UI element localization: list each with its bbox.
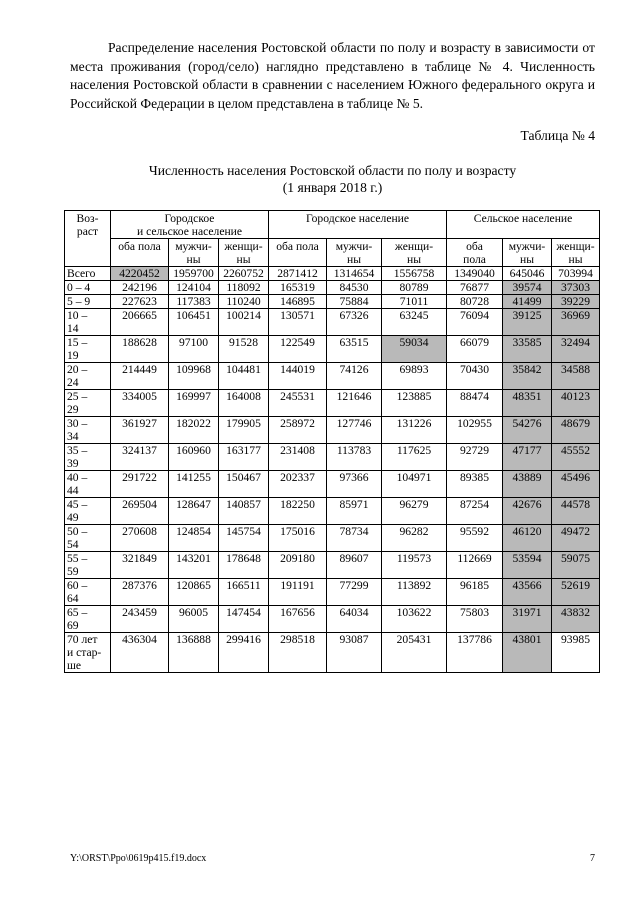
value-cell: 137786 — [447, 633, 503, 673]
value-cell: 80728 — [447, 295, 503, 309]
value-cell: 175016 — [269, 525, 327, 552]
value-cell: 70430 — [447, 363, 503, 390]
value-cell: 130571 — [269, 309, 327, 336]
value-cell: 182022 — [169, 417, 219, 444]
value-cell: 43566 — [503, 579, 552, 606]
value-cell: 321849 — [111, 552, 169, 579]
value-cell: 104971 — [382, 471, 447, 498]
age-group-cell: 40 – 44 — [65, 471, 111, 498]
value-cell: 85971 — [327, 498, 382, 525]
age-group-cell: Всего — [65, 267, 111, 281]
value-cell: 45496 — [552, 471, 600, 498]
value-cell: 214449 — [111, 363, 169, 390]
value-cell: 243459 — [111, 606, 169, 633]
header-sub-2: женщи- ны — [219, 239, 269, 267]
value-cell: 188628 — [111, 336, 169, 363]
header-sub-1: мужчи- ны — [169, 239, 219, 267]
age-group-cell: 50 – 54 — [65, 525, 111, 552]
value-cell: 227623 — [111, 295, 169, 309]
value-cell: 143201 — [169, 552, 219, 579]
value-cell: 41499 — [503, 295, 552, 309]
table-row — [65, 579, 600, 606]
value-cell: 106451 — [169, 309, 219, 336]
value-cell: 113892 — [382, 579, 447, 606]
header-rural-population: Сельское население — [447, 211, 600, 239]
value-cell: 703994 — [552, 267, 600, 281]
header-sub-4: мужчи- ны — [327, 239, 382, 267]
value-cell: 93087 — [327, 633, 382, 673]
value-cell: 117625 — [382, 444, 447, 471]
value-cell: 121646 — [327, 390, 382, 417]
value-cell: 74126 — [327, 363, 382, 390]
value-cell: 165319 — [269, 281, 327, 295]
value-cell: 110240 — [219, 295, 269, 309]
value-cell: 123885 — [382, 390, 447, 417]
table-number: Таблица № 4 — [520, 128, 595, 143]
table-row — [65, 390, 600, 417]
value-cell: 109968 — [169, 363, 219, 390]
population-table — [64, 210, 600, 673]
table-row — [65, 281, 600, 295]
value-cell: 77299 — [327, 579, 382, 606]
value-cell: 63515 — [327, 336, 382, 363]
value-cell: 118092 — [219, 281, 269, 295]
table-row — [65, 309, 600, 336]
table-title-line1: Численность населения Ростовской области по полу и возрасту — [148, 163, 517, 178]
value-cell: 96279 — [382, 498, 447, 525]
value-cell: 40123 — [552, 390, 600, 417]
value-cell: 1556758 — [382, 267, 447, 281]
table-row — [65, 552, 600, 579]
value-cell: 43801 — [503, 633, 552, 673]
value-cell: 80789 — [382, 281, 447, 295]
header-sub-8: женщи- ны — [552, 239, 600, 267]
value-cell: 36969 — [552, 309, 600, 336]
value-cell: 4220452 — [111, 267, 169, 281]
value-cell: 202337 — [269, 471, 327, 498]
table-row — [65, 267, 600, 281]
value-cell: 78734 — [327, 525, 382, 552]
value-cell: 69893 — [382, 363, 447, 390]
age-group-cell: 70 лет и стар- ше — [65, 633, 111, 673]
value-cell: 122549 — [269, 336, 327, 363]
value-cell: 245531 — [269, 390, 327, 417]
value-cell: 43889 — [503, 471, 552, 498]
header-sub-5: женщи- ны — [382, 239, 447, 267]
value-cell: 150467 — [219, 471, 269, 498]
value-cell: 63245 — [382, 309, 447, 336]
value-cell: 136888 — [169, 633, 219, 673]
value-cell: 361927 — [111, 417, 169, 444]
value-cell: 96282 — [382, 525, 447, 552]
value-cell: 166511 — [219, 579, 269, 606]
value-cell: 179905 — [219, 417, 269, 444]
table-body — [65, 267, 600, 673]
value-cell: 76094 — [447, 309, 503, 336]
table-row — [65, 633, 600, 673]
value-cell: 102955 — [447, 417, 503, 444]
value-cell: 47177 — [503, 444, 552, 471]
value-cell: 298518 — [269, 633, 327, 673]
table-row — [65, 525, 600, 552]
footer-file-path: Y:\ORST\Ppo\0619p415.f19.docx — [70, 853, 207, 864]
value-cell: 39229 — [552, 295, 600, 309]
value-cell: 84530 — [327, 281, 382, 295]
value-cell: 39574 — [503, 281, 552, 295]
value-cell: 103622 — [382, 606, 447, 633]
value-cell: 270608 — [111, 525, 169, 552]
header-age: Воз- раст — [65, 211, 111, 267]
table-row — [65, 336, 600, 363]
table-row — [65, 498, 600, 525]
value-cell: 191191 — [269, 579, 327, 606]
age-group-cell: 5 – 9 — [65, 295, 111, 309]
value-cell: 164008 — [219, 390, 269, 417]
value-cell: 258972 — [269, 417, 327, 444]
value-cell: 39125 — [503, 309, 552, 336]
age-group-cell: 45 – 49 — [65, 498, 111, 525]
age-group-cell: 65 – 69 — [65, 606, 111, 633]
table-row — [65, 444, 600, 471]
value-cell: 48679 — [552, 417, 600, 444]
table-row — [65, 363, 600, 390]
value-cell: 32494 — [552, 336, 600, 363]
value-cell: 436304 — [111, 633, 169, 673]
age-group-cell: 30 – 34 — [65, 417, 111, 444]
table-row — [65, 417, 600, 444]
value-cell: 269504 — [111, 498, 169, 525]
age-group-cell: 25 – 29 — [65, 390, 111, 417]
value-cell: 75884 — [327, 295, 382, 309]
value-cell: 124854 — [169, 525, 219, 552]
value-cell: 117383 — [169, 295, 219, 309]
value-cell: 91528 — [219, 336, 269, 363]
value-cell: 182250 — [269, 498, 327, 525]
age-group-cell: 10 – 14 — [65, 309, 111, 336]
value-cell: 334005 — [111, 390, 169, 417]
value-cell: 231408 — [269, 444, 327, 471]
age-group-cell: 35 – 39 — [65, 444, 111, 471]
value-cell: 49472 — [552, 525, 600, 552]
table-row — [65, 471, 600, 498]
value-cell: 1349040 — [447, 267, 503, 281]
value-cell: 43832 — [552, 606, 600, 633]
value-cell: 66079 — [447, 336, 503, 363]
value-cell: 291722 — [111, 471, 169, 498]
value-cell: 37303 — [552, 281, 600, 295]
value-cell: 2871412 — [269, 267, 327, 281]
value-cell: 209180 — [269, 552, 327, 579]
value-cell: 46120 — [503, 525, 552, 552]
value-cell: 287376 — [111, 579, 169, 606]
value-cell: 33585 — [503, 336, 552, 363]
value-cell: 48351 — [503, 390, 552, 417]
age-group-cell: 55 – 59 — [65, 552, 111, 579]
value-cell: 53594 — [503, 552, 552, 579]
header-sub-7: мужчи- ны — [503, 239, 552, 267]
value-cell: 1314654 — [327, 267, 382, 281]
value-cell: 95592 — [447, 525, 503, 552]
value-cell: 141255 — [169, 471, 219, 498]
value-cell: 147454 — [219, 606, 269, 633]
value-cell: 2260752 — [219, 267, 269, 281]
value-cell: 31971 — [503, 606, 552, 633]
value-cell: 169997 — [169, 390, 219, 417]
age-group-cell: 60 – 64 — [65, 579, 111, 606]
value-cell: 75803 — [447, 606, 503, 633]
table-row — [65, 606, 600, 633]
value-cell: 89385 — [447, 471, 503, 498]
value-cell: 96005 — [169, 606, 219, 633]
value-cell: 163177 — [219, 444, 269, 471]
value-cell: 324137 — [111, 444, 169, 471]
value-cell: 35842 — [503, 363, 552, 390]
value-cell: 178648 — [219, 552, 269, 579]
header-sub-3: оба пола — [269, 239, 327, 267]
header-urban-population: Городское население — [269, 211, 447, 239]
value-cell: 89607 — [327, 552, 382, 579]
value-cell: 71011 — [382, 295, 447, 309]
value-cell: 205431 — [382, 633, 447, 673]
intro-paragraph: Распределение населения Ростовской области по полу и возрасту в зависимости от места проживания (город/село) наглядно представлено в таблице № 4. Численность населения Ростовской области в сравнении с населением Южного федерального округа и Российской Федерации в целом представлена в таблице № 5. — [70, 40, 595, 111]
value-cell: 59034 — [382, 336, 447, 363]
value-cell: 42676 — [503, 498, 552, 525]
value-cell: 124104 — [169, 281, 219, 295]
value-cell: 67326 — [327, 309, 382, 336]
header-row-groups — [65, 211, 600, 239]
value-cell: 145754 — [219, 525, 269, 552]
value-cell: 54276 — [503, 417, 552, 444]
value-cell: 52619 — [552, 579, 600, 606]
age-group-cell: 0 – 4 — [65, 281, 111, 295]
value-cell: 64034 — [327, 606, 382, 633]
value-cell: 112669 — [447, 552, 503, 579]
value-cell: 242196 — [111, 281, 169, 295]
value-cell: 127746 — [327, 417, 382, 444]
age-group-cell: 20 – 24 — [65, 363, 111, 390]
value-cell: 299416 — [219, 633, 269, 673]
value-cell: 206665 — [111, 309, 169, 336]
value-cell: 131226 — [382, 417, 447, 444]
table-title — [70, 162, 595, 196]
value-cell: 100214 — [219, 309, 269, 336]
header-total-population: Городское и сельское население — [111, 211, 269, 239]
value-cell: 87254 — [447, 498, 503, 525]
table-title-line2: (1 января 2018 г.) — [282, 180, 383, 195]
age-group-cell: 15 – 19 — [65, 336, 111, 363]
value-cell: 160960 — [169, 444, 219, 471]
header-row-sex — [65, 239, 600, 267]
value-cell: 59075 — [552, 552, 600, 579]
value-cell: 104481 — [219, 363, 269, 390]
value-cell: 144019 — [269, 363, 327, 390]
value-cell: 34588 — [552, 363, 600, 390]
value-cell: 120865 — [169, 579, 219, 606]
value-cell: 92729 — [447, 444, 503, 471]
value-cell: 76877 — [447, 281, 503, 295]
header-sub-0: оба пола — [111, 239, 169, 267]
value-cell: 645046 — [503, 267, 552, 281]
value-cell: 146895 — [269, 295, 327, 309]
value-cell: 119573 — [382, 552, 447, 579]
page-number: 7 — [590, 853, 595, 864]
value-cell: 167656 — [269, 606, 327, 633]
value-cell: 96185 — [447, 579, 503, 606]
table-row — [65, 295, 600, 309]
value-cell: 128647 — [169, 498, 219, 525]
value-cell: 45552 — [552, 444, 600, 471]
value-cell: 44578 — [552, 498, 600, 525]
value-cell: 97100 — [169, 336, 219, 363]
value-cell: 97366 — [327, 471, 382, 498]
header-sub-6: оба пола — [447, 239, 503, 267]
value-cell: 113783 — [327, 444, 382, 471]
value-cell: 88474 — [447, 390, 503, 417]
value-cell: 1959700 — [169, 267, 219, 281]
value-cell: 93985 — [552, 633, 600, 673]
value-cell: 140857 — [219, 498, 269, 525]
